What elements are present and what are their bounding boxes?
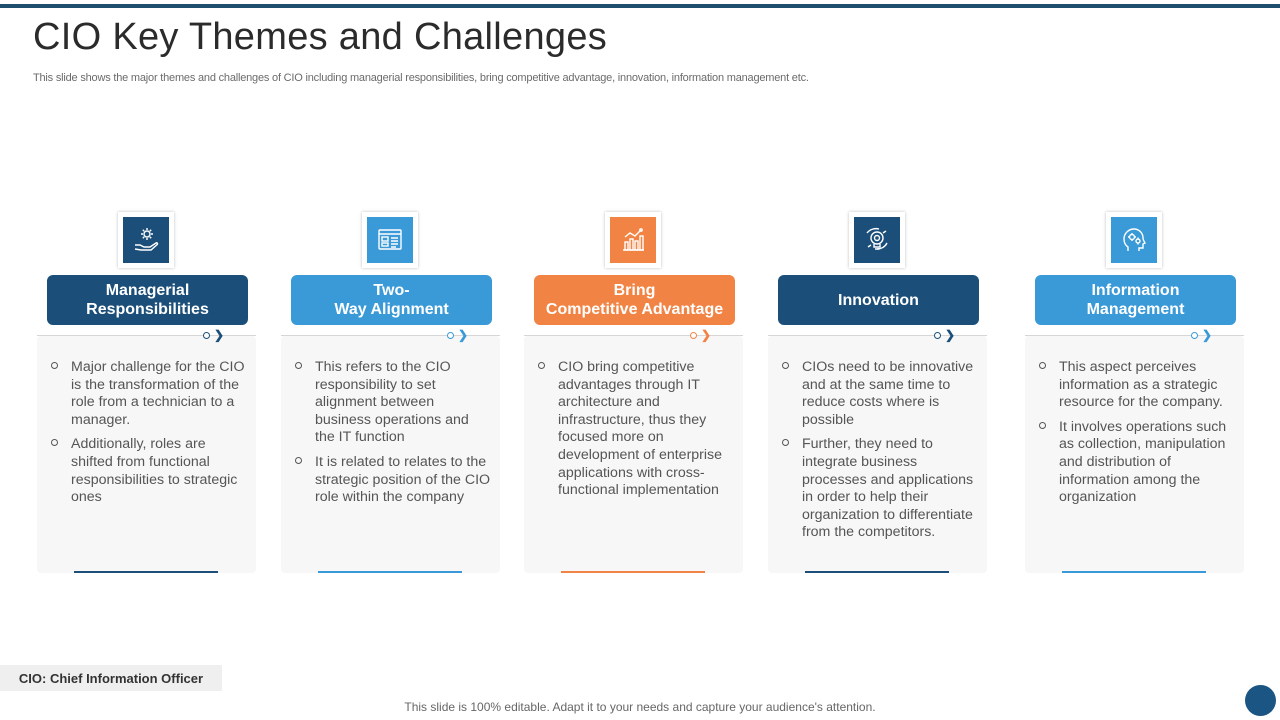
bullet-text: Major challenge for the CIO is the transformation of the role from a technician to a manager.: [71, 359, 245, 428]
top-accent-bar: [0, 4, 1280, 8]
bullet-item: [51, 436, 247, 506]
icon-frame: [1106, 212, 1162, 268]
bullet-item: [295, 359, 491, 447]
innovation-bulb-icon: [854, 217, 900, 263]
bullet-circle-icon: [51, 362, 58, 369]
bullet-text: It involves operations such as collection, manipulation and distribution of information among the organization: [1059, 418, 1227, 506]
card-heading: Managerial Responsibilities: [47, 275, 248, 325]
bullet-item: [782, 436, 978, 542]
bullet-item: [1039, 419, 1235, 507]
bullet-list: [51, 359, 247, 514]
icon-frame: [849, 212, 905, 268]
card-bottom-accent: [318, 571, 462, 573]
theme-card: [1025, 212, 1244, 573]
bullet-circle-icon: [782, 362, 789, 369]
chevron-right-icon: ❯: [701, 328, 712, 342]
bullet-item: [782, 359, 978, 429]
bullet-item: [1039, 359, 1235, 412]
chevron-right-icon: ❯: [458, 328, 469, 342]
card-bottom-accent: [74, 571, 218, 573]
icon-frame: [362, 212, 418, 268]
card-heading: Bring Competitive Advantage: [534, 275, 735, 325]
bullet-item: [538, 359, 734, 500]
card-heading: Two- Way Alignment: [291, 275, 492, 325]
footnote: CIO: Chief Information Officer: [0, 665, 222, 691]
bullet-circle-icon: [1039, 362, 1046, 369]
bullet-list: [782, 359, 978, 549]
dashboard-icon: [367, 217, 413, 263]
bullet-text: This refers to the CIO responsibility to set alignment between business operations and the IT function: [315, 359, 469, 446]
bullet-list: [538, 359, 734, 507]
dot-icon: [934, 332, 941, 339]
bullet-list: [295, 359, 491, 514]
bullet-text: Further, they need to integrate business processes and applications in order to help their organization to differentiate from the competitors.: [802, 436, 974, 541]
dot-arrow-marker: [690, 329, 720, 341]
bullet-circle-icon: [1039, 422, 1046, 429]
icon-frame: [118, 212, 174, 268]
chevron-right-icon: ❯: [1202, 328, 1213, 342]
card-bottom-accent: [561, 571, 705, 573]
dot-arrow-marker: [447, 329, 477, 341]
dot-icon: [447, 332, 454, 339]
card-heading: Innovation: [778, 275, 979, 325]
dot-arrow-marker: [934, 329, 964, 341]
dot-icon: [690, 332, 697, 339]
card-bottom-accent: [805, 571, 949, 573]
dot-icon: [1191, 332, 1198, 339]
card-heading: Information Management: [1035, 275, 1236, 325]
icon-frame: [605, 212, 661, 268]
head-gears-icon: [1111, 217, 1157, 263]
theme-card: [768, 212, 987, 573]
bullet-text: This aspect perceives information as a strategic resource for the company.: [1059, 359, 1223, 411]
dot-arrow-marker: [1191, 329, 1221, 341]
theme-card: [37, 212, 256, 573]
dot-icon: [203, 332, 210, 339]
card-bottom-accent: [1062, 571, 1206, 573]
bullet-circle-icon: [295, 457, 302, 464]
bullet-circle-icon: [51, 439, 58, 446]
dot-arrow-marker: [203, 329, 233, 341]
corner-circle: [1245, 685, 1276, 716]
theme-card: [524, 212, 743, 573]
chevron-right-icon: ❯: [214, 328, 225, 342]
footer-text: This slide is 100% editable. Adapt it to your needs and capture your audience's attention.: [404, 700, 876, 714]
page-title: CIO Key Themes and Challenges: [33, 16, 608, 58]
bullet-item: [295, 454, 491, 507]
chevron-right-icon: ❯: [945, 328, 956, 342]
growth-chart-icon: [610, 217, 656, 263]
bullet-circle-icon: [295, 362, 302, 369]
theme-card: [281, 212, 500, 573]
bullet-list: [1039, 359, 1235, 514]
page-subtitle: This slide shows the major themes and challenges of CIO including managerial responsibilities, bring competitive advantage, innovation, information management etc.: [33, 72, 809, 84]
bullet-text: It is related to relates to the strategic position of the CIO role within the company: [315, 453, 491, 506]
bullet-circle-icon: [538, 362, 545, 369]
bullet-text: CIOs need to be innovative and at the same time to reduce costs where is possible: [802, 359, 974, 428]
bullet-circle-icon: [782, 439, 789, 446]
bullet-text: Additionally, roles are shifted from functional responsibilities to strategic ones: [71, 436, 238, 506]
bullet-text: CIO bring competitive advantages through IT architecture and infrastructure, thus they focused more on development of enterprise applications with cross-functional implementation: [558, 359, 723, 499]
bullet-item: [51, 359, 247, 429]
gear-hand-icon: [123, 217, 169, 263]
